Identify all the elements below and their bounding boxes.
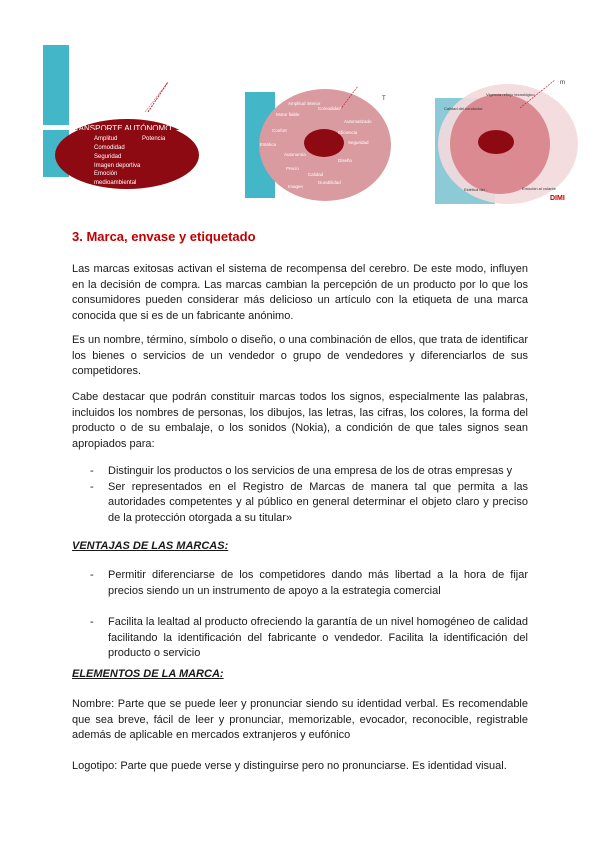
fig1-item-3: Imagen deportiva	[94, 163, 141, 169]
fig2-label-8: Autonomía	[284, 152, 306, 157]
paragraph-2: Es un nombre, término, símbolo o diseño, o una combinación de ellos, que trata de identificar los bienes o servicios de un vendedor o grupo de vendedores y diferenciarlos de sus competidores.	[72, 334, 528, 377]
fig1-item-2: Seguridad	[94, 154, 122, 160]
fig2-label-0: Amplitud interior	[288, 101, 321, 106]
fig3-logo: DIMI	[550, 195, 565, 202]
section-title: 3. Marca, envase y etiquetado	[72, 229, 256, 244]
fig1-item-5: medioambiental	[94, 180, 137, 186]
conditions-list	[72, 464, 528, 526]
list-item	[72, 480, 528, 527]
list-item	[72, 464, 528, 480]
dash-bullet: -	[90, 465, 94, 477]
fig2-label-6: Estética	[260, 142, 277, 147]
list-item-text: Ser representados en el Registro de Marcas de manera tal que permita a las autoridades competentes y al público en general determinar el objeto claro y preciso de la protección otorgada a su titular»	[108, 480, 528, 524]
figure-brand-concentric	[430, 68, 580, 208]
fig1-item-1: Comodidad	[94, 145, 125, 151]
list-item-text: Facilita la lealtad al producto ofreciendo la garantía de un nivel homogéneo de calidad facilitando la identificación del fabricante o vendedor. Facilita la identificación del producto o servicio	[108, 616, 528, 659]
elemento-nombre: Nombre: Parte que se puede leer y pronunciar siendo su identidad verbal. Es recomendable que sea breve, fácil de leer y pronunciar, memorizable, evocador, reconocible, registrable además de aplicable en mercados extranjeros y eufónico	[72, 698, 528, 741]
fig2-label-3: Automatizado	[344, 119, 372, 124]
fig3-label-top-right: Vigencia reflejo tecnológico	[486, 92, 535, 97]
fig3-marker: m	[560, 80, 565, 86]
fig2-label-5: Eficiencia	[338, 130, 358, 135]
fig2-marker: T	[382, 96, 386, 102]
list-item-text: Permitir diferenciarse de los competidores dando más libertad a la hora de fijar precios siendo un un instrumento de apoyo a la estrategia comercial	[108, 569, 528, 597]
fig2-label-9: Diseño	[338, 158, 353, 163]
fig1-title: TRANSPORTE AUTÓNOMO	[68, 124, 172, 130]
elementos-heading: ELEMENTOS DE LA MARCA:	[72, 668, 224, 680]
fig3-label-left: Calidad del conductor	[444, 106, 483, 111]
fig2-label-12: Durabilidad	[318, 180, 341, 185]
figure-transporte-autonomo	[40, 0, 210, 130]
list-item	[72, 568, 528, 599]
fig2-label-11: Calidad	[308, 172, 324, 177]
ventajas-list	[72, 568, 528, 662]
figure-transporte-autonomo-lower	[40, 130, 210, 210]
list-item-text: Distinguir los productos o los servicios de una empresa de los de otras empresas y	[108, 465, 513, 477]
list-item	[72, 615, 528, 662]
ventajas-heading: VENTAJAS DE LAS MARCAS:	[72, 540, 229, 552]
cyan-bar	[43, 45, 69, 125]
fig2-label-1: Motor fiable	[276, 112, 300, 117]
fig1-item-4: Emoción	[94, 171, 118, 177]
fig2-label-13: Imagen	[288, 184, 304, 189]
fig1-item-right: Potencia	[142, 136, 166, 142]
pointer-line	[148, 82, 168, 112]
paragraph-1: Las marcas exitosas activan el sistema de recompensa del cerebro. De este modo, influyen en la decisión de compra. Las marcas cambian la percepción de un producto por lo que los consumidores pueden considerar más delicioso un artículo con la etiqueta de una marca conocida que si es de un fabricante anónimo.	[72, 263, 528, 322]
dash-bullet: -	[90, 616, 94, 628]
elemento-logotipo: Logotipo: Parte que puede verse y distinguirse pero no pronunciarse. Es identidad visual.	[72, 760, 507, 772]
figure-brand-attributes	[240, 70, 400, 205]
fig1-item-0: Amplitud	[94, 136, 118, 142]
fig2-label-4: Confort	[272, 128, 287, 133]
fig3-label-bottom-right: Emoción al volante	[522, 186, 556, 191]
dash-bullet: -	[90, 480, 94, 493]
paragraph-3: Cabe destacar que podrán constituir marcas todos los signos, especialmente las palabras, incluidos los nombres de personas, los dibujos, las letras, las cifras, los colores, la forma del producto o de su embalaje, o los sonidos (Nokia), a condición de que tales signos sean apropiados para:	[72, 391, 528, 450]
fig2-label-10: Precio	[286, 166, 299, 171]
brand-figures	[0, 0, 600, 215]
fig2-label-2: Comodidad	[318, 106, 342, 111]
fig3-label-bottom-left: Estética del ..	[464, 187, 489, 192]
dark-core	[478, 130, 514, 154]
dash-bullet: -	[90, 569, 94, 581]
fig2-label-7: Seguridad	[348, 140, 369, 145]
